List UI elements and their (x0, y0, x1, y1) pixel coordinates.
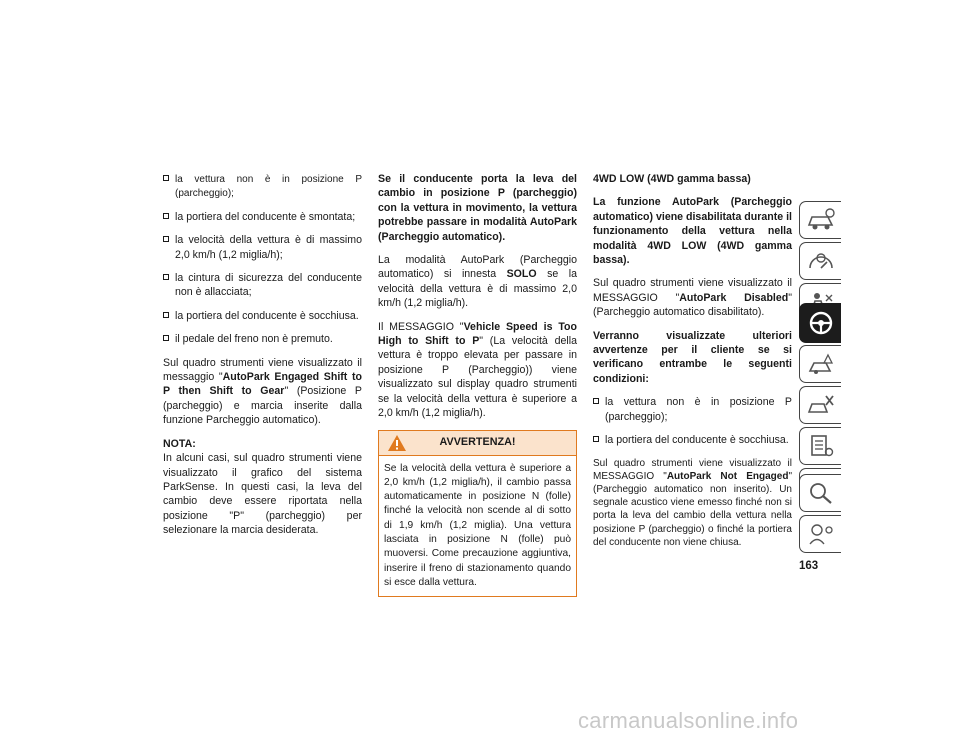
column-1 (163, 172, 362, 547)
car-info-icon (806, 207, 836, 233)
tab-starting-operating[interactable] (799, 303, 841, 343)
paragraph: Sul quadro strumenti viene visualizzato il MESSAGGIO "AutoPark Disabled" (Parcheggio automatico disabilitato). (593, 277, 792, 319)
watermark: carmanualsonline.info (578, 708, 799, 733)
autopark-engaged-paragraph: Sul quadro strumenti viene visualizzato il messaggio "AutoPark Engaged Shift to P then Shift to Gear" (Posizione P (parcheggio) e marcia inserite dalla funzione Parcheggio automatico). (163, 356, 362, 427)
list-item: la vettura non è in posizione P (parcheggio); (593, 395, 792, 424)
tab-index[interactable] (799, 474, 841, 512)
checkbox-bullet-icon (163, 335, 169, 341)
checkbox-bullet-icon (163, 175, 169, 181)
warning-box (378, 430, 577, 598)
list-item: la cintura di sicurezza del conducente non è allacciata; (163, 271, 362, 300)
checkbox-bullet-icon (163, 213, 169, 219)
steering-wheel-icon (806, 309, 836, 337)
emergency-icon (806, 351, 836, 377)
dashboard-lights-icon (806, 248, 836, 274)
tab-customer-assistance[interactable] (799, 515, 841, 553)
tab-service[interactable] (799, 386, 841, 424)
list-item: la portiera del conducente è socchiusa. (593, 433, 792, 447)
section-heading: Verranno visualizzate ulteriori avvertenze per il cliente se si verificano entrambe le seguenti condizioni: (593, 329, 792, 385)
column-2 (378, 172, 577, 597)
checkbox-bullet-icon (593, 436, 599, 442)
warning-header (379, 431, 576, 456)
checkbox-bullet-icon (593, 398, 599, 404)
tab-specifications[interactable] (799, 427, 841, 465)
tab-car-info[interactable] (799, 201, 841, 239)
list-item: la portiera del conducente è smontata; (163, 210, 362, 224)
paragraph: Il MESSAGGIO "Vehicle Speed is Too High to Shift to P" (La velocità della vettura è troppo elevata per passare in posizione P (Parcheggio)) viene visualizzato sul display quadro strumenti se la velocità della vettura è superiore a 2,0 km/h (1,2 miglia/h). (378, 320, 577, 420)
paragraph: Sul quadro strumenti viene visualizzato il MESSAGGIO "AutoPark Not Engaged" (Parcheggio automatico non inserito). Un segnale acustico viene emesso finché non si porta la leva del cambio della vettura nella posizione P (parcheggio) o finché la portiera del conducente non viene chiusa. (593, 457, 792, 548)
customer-assistance-icon (806, 521, 836, 547)
tab-dashboard-lights[interactable] (799, 242, 841, 280)
search-icon (806, 480, 836, 506)
warning-triangle-icon (387, 434, 407, 452)
checkbox-bullet-icon (163, 312, 169, 318)
section-heading: La funzione AutoPark (Parcheggio automatico) viene disabilitata durante il funzionamento della vettura nella modalità 4WD LOW (4WD gamma bassa). (593, 196, 792, 267)
section-heading: Se il conducente porta la leva del cambio in posizione P (parcheggio) con la vettura in movimento, la vettura potrebbe passare in modalità AutoPark (Parcheggio automatico). (378, 173, 577, 243)
checkbox-bullet-icon (163, 236, 169, 242)
tab-emergency[interactable] (799, 345, 841, 383)
note-text: In alcuni casi, sul quadro strumenti viene visualizzato il grafico del sistema ParkSense. In questi casi, la leva del cambio deve essere riportata nella posizione "P" (parcheggio) per selezionare la marcia desiderata. (163, 452, 362, 537)
note-label: NOTA: (163, 437, 196, 450)
list-item: il pedale del freno non è premuto. (163, 332, 362, 346)
warning-title: AVVERTENZA! (439, 436, 516, 449)
note (163, 437, 362, 538)
section-title: 4WD LOW (4WD gamma bassa) (593, 173, 751, 185)
page-number: 163 (799, 560, 819, 572)
car-service-icon (806, 392, 836, 418)
list-item: la velocità della vettura è di massimo 2,0 km/h (1,2 miglia/h); (163, 233, 362, 262)
list-item: la portiera del conducente è socchiusa. (163, 309, 362, 323)
checkbox-bullet-icon (163, 274, 169, 280)
column-3 (593, 172, 792, 558)
paragraph: La modalità AutoPark (Parcheggio automatico) si innesta SOLO se la velocità della vettura è di massimo 2,0 km/h (1,2 miglia/h). (378, 254, 577, 310)
specifications-icon (806, 433, 836, 459)
list-item: la vettura non è in posizione P (parcheggio); (163, 172, 362, 201)
warning-text: Se la velocità della vettura è superiore a 2,0 km/h (1,2 miglia/h), il cambio passa automaticamente in posizione N (folle) finché la velocità non scende al di sotto di 1,9 km/h (1,2 miglia). Una vettura lasciata in posizione N (folle) può muoversi. Come precauzione aggiuntiva, inserire il freno di stazionamento quando si esce dalla vettura. (384, 462, 571, 588)
